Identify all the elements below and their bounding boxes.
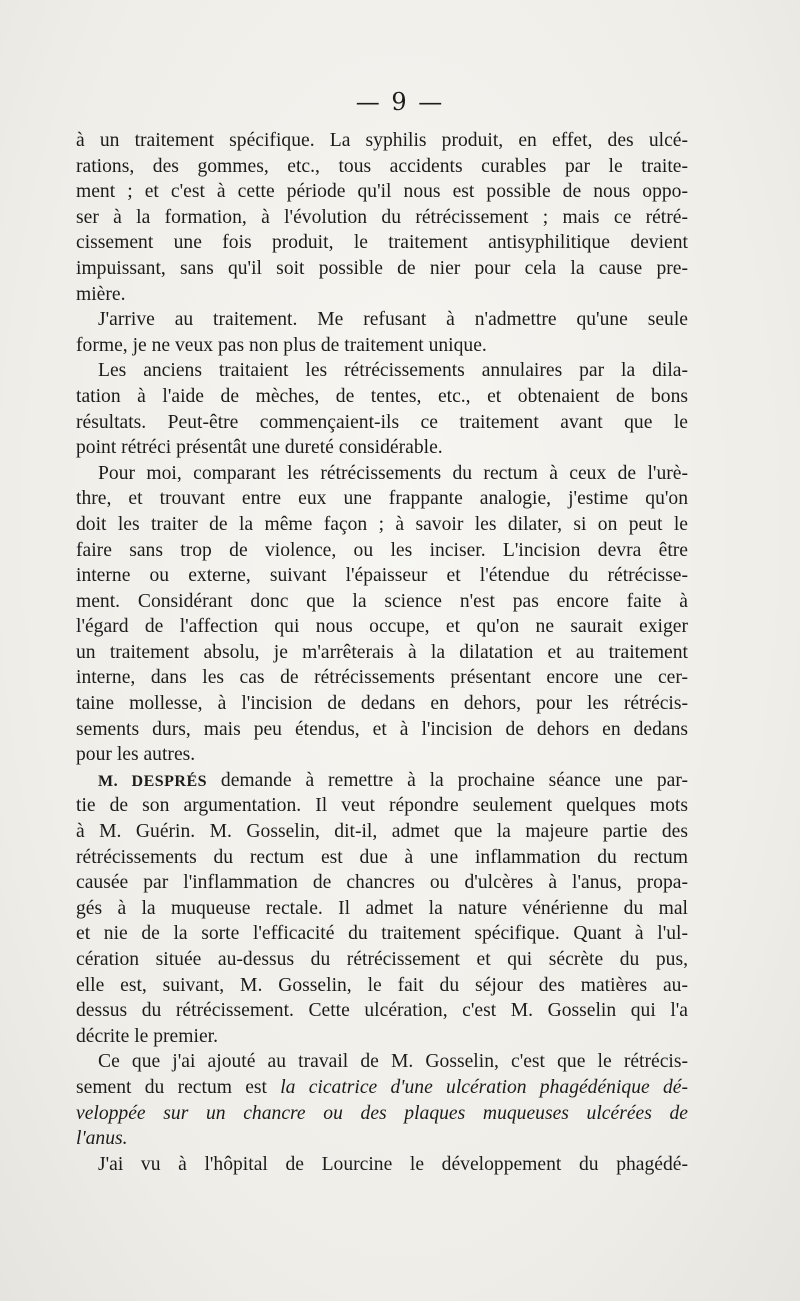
page-number: — 9 — xyxy=(355,88,445,116)
text-line: Les anciens traitaient les rétrécissements annulaires par la dila- xyxy=(98,360,688,382)
text-line: tie de son argumentation. Il veut répondre seulement quelques mots xyxy=(76,795,688,817)
text-line: pour les autres. xyxy=(76,744,196,766)
text-line: veloppée sur un chancre ou des plaques muqueuses ulcérées de xyxy=(76,1102,688,1124)
text-line: gés à la muqueuse rectale. Il admet la nature vénérienne du mal xyxy=(76,897,688,919)
text-line: interne ou externe, suivant l'épaisseur et l'étendue du rétrécisse- xyxy=(76,565,688,587)
text-line: ser à la formation, à l'évolution du rétrécissement ; mais ce rétré- xyxy=(76,206,688,228)
text-line: thre, et trouvant entre eux une frappante analogie, j'estime qu'on xyxy=(76,488,688,510)
text-line: à un traitement spécifique. La syphilis produit, en effet, des ulcé- xyxy=(76,130,688,151)
text-line: forme, je ne veux pas non plus de traitement unique. xyxy=(76,334,487,356)
text-line: elle est, suivant, M. Gosselin, le fait du séjour des matières au- xyxy=(76,974,688,996)
text-line xyxy=(76,768,688,794)
text-line: rations, des gommes, etc., tous accidents curables par le traite- xyxy=(76,155,688,177)
text-line: tation à l'aide de mèches, de tentes, etc., et obtenaient de bons xyxy=(76,385,688,407)
text-line: faire sans trop de violence, ou les inciser. L'incision devra être xyxy=(76,539,688,561)
text-line: J'arrive au traitement. Me refusant à n'admettre qu'une seule xyxy=(98,309,688,331)
text-line: à M. Guérin. M. Gosselin, dit-il, admet que la majeure partie des xyxy=(76,821,688,843)
text-line: et nie de la sorte l'efficacité du traitement spécifique. Quant à l'ul- xyxy=(76,923,688,945)
text-line: interne, dans les cas de rétrécissements présentant encore une cer- xyxy=(76,667,688,689)
italic-fragment: dé- xyxy=(662,1076,688,1098)
text-line: impuissant, sans qu'il soit possible de nier pour cela la cause pre- xyxy=(76,257,688,279)
text-line: J'ai vu à l'hôpital de Lourcine le développement du phagédé- xyxy=(98,1153,688,1175)
text-line: ment ; et c'est à cette période qu'il nous est possible de nous oppo- xyxy=(76,181,688,203)
text-line: sements durs, mais peu étendus, et à l'incision de dehors en dedans xyxy=(76,718,688,740)
text-fragment: sement du rectum est xyxy=(76,1076,281,1098)
text-line: mière. xyxy=(76,283,126,305)
text-line: rétrécissements du rectum est due à une inflammation du rectum xyxy=(76,846,688,868)
text-line: décrite le premier. xyxy=(76,1025,218,1047)
text-fragment: demande à remettre à la prochaine séance une par- xyxy=(207,769,688,791)
text-line: un traitement absolu, je m'arrêterais à la dilatation et au traitement xyxy=(76,641,688,663)
text-line: doit les traiter de la même façon ; à savoir les dilater, si on peut le xyxy=(76,513,688,535)
text-line xyxy=(76,1075,688,1101)
text-line: cissement une fois produit, le traitement antisyphilitique devient xyxy=(76,232,688,254)
text-line: cération située au-dessus du rétrécissement et qui sécrète du pus, xyxy=(76,949,688,970)
text-line: résultats. Peut-être commençaient-ils ce traitement avant que le xyxy=(76,411,688,433)
text-line: Ce que j'ai ajouté au travail de M. Gosselin, c'est que le rétrécis- xyxy=(98,1051,688,1073)
text-line: Pour moi, comparant les rétrécissements du rectum à ceux de l'urè- xyxy=(98,462,688,484)
italic-fragment: la cicatrice d'une ulcération phagédénique xyxy=(280,1076,650,1098)
body-text xyxy=(76,128,688,1177)
speaker-name: M. DESPRÉS xyxy=(98,772,208,790)
text-line: ment. Considérant donc que la science n'est pas encore faite à xyxy=(76,590,688,612)
text-line: dessus du rétrécissement. Cette ulcération, c'est M. Gosselin qui l'a xyxy=(76,1000,688,1022)
text-line: l'égard de l'affection qui nous occupe, et qu'on ne saurait exiger xyxy=(76,616,688,638)
text-line: point rétréci présentât une dureté considérable. xyxy=(76,437,443,459)
text-line: taine mollesse, à l'incision de dedans en dehors, pour les rétrécis- xyxy=(76,693,688,715)
text-line: causée par l'inflammation de chancres ou d'ulcères à l'anus, propa- xyxy=(76,872,688,894)
text-line: l'anus. xyxy=(76,1128,128,1150)
